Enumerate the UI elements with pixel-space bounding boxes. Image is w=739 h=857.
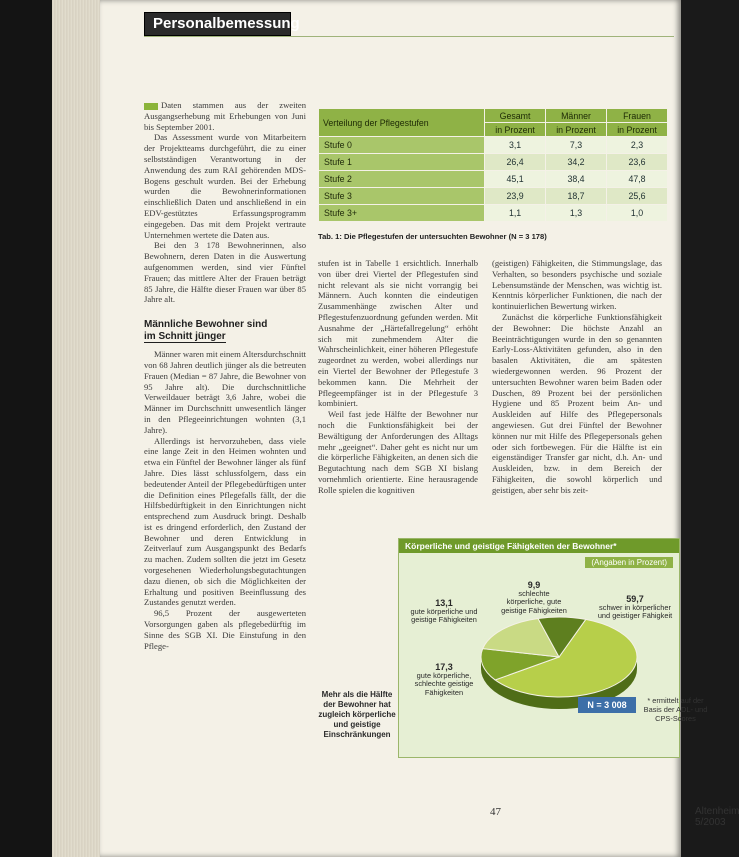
table-row-label: Stufe 2 — [319, 171, 485, 188]
slice-value: 13,1 — [435, 598, 453, 608]
slice-value: 17,3 — [435, 662, 453, 672]
table-row — [319, 171, 668, 188]
chart-title: Körperliche und geistige Fähigkeiten der Bewohner* — [399, 539, 679, 553]
slice-label-gute-beide — [407, 599, 481, 625]
col1-intro-text: Daten stammen aus der zweiten Ausgangserhebung mit Erhebungen von Juni bis September 2001. — [144, 100, 306, 132]
slice-value: 59,7 — [626, 594, 644, 604]
table-col-maenner: Männer — [546, 109, 607, 123]
slice-text: gute körperliche, schlechte geistige Fähigkeiten — [414, 670, 474, 697]
chart-footnote: * ermittelt auf der Basis der ADL- und CPS-Scores — [643, 696, 708, 723]
slice-text: schwer in körperlicher und geistiger Fähigkeit — [597, 602, 673, 621]
column-2 — [318, 258, 478, 496]
table-row-label: Stufe 0 — [319, 137, 485, 154]
col2-paragraph-1: stufen ist in Tabelle 1 ersichtlich. Innerhalb von über drei Viertel der Pflegestufen sind nicht relevant als sie nicht vorrangig bei Männern. Auch konnten die eindeutigen Zusammenhänge zwischen Alter und Pflegestufenzuordnung gefunden werden. Mit Ausnahme der „Härtefallregelung“ erhöht sich mit zunehmendem Alter die Wahrscheinlichkeit, einer höheren Pflegestufe zugeordnet zu werden, wobei allerdings nur ein Viertel der Bewohner der Pflegestufe 3 bekommen kann. Die Mehrheit der Pflegeempfänger ist in der Pflegestufe 3 kombiniert. — [318, 258, 478, 409]
table-caption: Tab. 1: Die Pflegestufen der untersuchten Bewohner (N = 3 178) — [318, 232, 547, 241]
col1-subheading-line-1: Männliche Bewohner sind — [144, 319, 268, 331]
col2-paragraph-2: Weil fast jede Hälfte der Bewohner nur noch die Funktionsfähigkeit bei der Bewältigung der Anforderungen des Alltags mehr „geeignet“. Daher geht es nicht nur um die körperliche Fähigkeiten, an denen sich die Begutachtung nach dem SGB XI bislang vornehmlich orientierte. Eine herausragende Rolle spielen die kognitiven — [318, 409, 478, 495]
magazine-page — [100, 0, 739, 857]
table-row — [319, 154, 668, 171]
slice-label-schwer — [595, 595, 675, 621]
table-cell: 1,3 — [546, 205, 607, 222]
table-row — [319, 188, 668, 205]
col1-paragraph-3: Bei den 3 178 Bewohnerinnen, also Bewohnern, deren Daten in die Auswertung aufgenommen werden, sind vier Fünftel Frauen; das mittlere Alter der Frauen beträgt 85 Jahre, die Hälfte dieser Frauen war über 85 Jahre alt. — [144, 240, 306, 305]
chart-side-note: Mehr als die Hälfte der Bewohner hat zugleich körperliche und geistige Einschränkungen — [318, 690, 396, 739]
slice-label-gute-koerperliche — [407, 663, 481, 697]
column-3 — [492, 258, 662, 496]
table-cell: 7,3 — [546, 137, 607, 154]
journal-issue: Altenheim 5/2003 — [695, 806, 739, 828]
table-row — [319, 137, 668, 154]
table-cell: 47,8 — [607, 171, 668, 188]
table-header-row — [319, 109, 668, 123]
table-cell: 18,7 — [546, 188, 607, 205]
sample-size-badge: N = 3 008 — [578, 697, 636, 713]
chart-box — [398, 538, 680, 758]
table-cell: 34,2 — [546, 154, 607, 171]
table-header-label: Verteilung der Pflegestufen — [319, 109, 485, 137]
heading-rule — [144, 36, 674, 37]
table-cell: 23,6 — [607, 154, 668, 171]
table-subcol: in Prozent — [546, 123, 607, 137]
table-row — [319, 205, 668, 222]
table-cell: 26,4 — [485, 154, 546, 171]
table-subcol: in Prozent — [485, 123, 546, 137]
table-cell: 45,1 — [485, 171, 546, 188]
table-row-label: Stufe 3 — [319, 188, 485, 205]
table-subcol: in Prozent — [607, 123, 668, 137]
section-heading: Personalbemessung — [153, 15, 300, 32]
table-cell: 38,4 — [546, 171, 607, 188]
highlight-marker — [144, 103, 158, 110]
section-heading-bar — [144, 12, 300, 36]
column-1 — [144, 100, 306, 651]
chart-subtitle: (Angaben in Prozent) — [585, 557, 673, 568]
col1-paragraph-6: 96,5 Prozent der ausgewerteten Vorsorgungen gaben als pflegebedürftig im Sinne des SGB XI. Die Einstufung in den Pflege- — [144, 608, 306, 651]
table-cell: 25,6 — [607, 188, 668, 205]
slice-text: schlechte körperliche, gute geistige Fähigkeiten — [501, 588, 567, 615]
col1-paragraph-5: Allerdings ist hervorzuheben, dass viele eine lange Zeit in den Heimen wohnten und etwa ein Fünftel der Bewohner länger als fünf Jahre. Dies lässt schlussfolgern, dass ein bedeutender Anteil der Pflegebedürftigen unter die Definition eines Pflegefalls fällt, der die Hilfsbedürftigkeit in den Einrichtungen nicht entsprechend zum Ausdruck bringt. Deshalb ist es dringend erforderlich, den Zustand der Bewohner und deren Entwicklung in Zeitverlauf zum Ausgangspunkt des Bedarfs zu machen. Zudem sollten die jetzt im Gesetz vorgesehenen Wiederholungsbegutachtungen dazu dienen, ob sich die Möglichkeiten der Erhaltung und positiven Beeinflussung des Zustandes genutzt werden. — [144, 435, 306, 608]
slice-value: 9,9 — [527, 580, 541, 590]
table-row-label: Stufe 3+ — [319, 205, 485, 222]
col1-intro-paragraph — [144, 100, 306, 132]
table-col-frauen: Frauen — [607, 109, 668, 123]
table-col-gesamt: Gesamt — [485, 109, 546, 123]
col1-subheading — [144, 319, 306, 343]
col3-paragraph-1: (geistigen) Fähigkeiten, die Stimmungslage, das Verhalten, so besonders psychische und soziale Lebensumstände der Menschen, was wichtig ist. Kenntnis körperlicher Funktionen, die nach der kontinuierlichen Bewertung wirken. — [492, 258, 662, 312]
table-cell: 1,1 — [485, 205, 546, 222]
pflegestufen-table — [318, 108, 668, 222]
table-cell: 23,9 — [485, 188, 546, 205]
slice-text: gute körperliche und geistige Fähigkeiten — [410, 606, 478, 625]
page-edges — [52, 0, 102, 857]
table-cell: 2,3 — [607, 137, 668, 154]
table-row-label: Stufe 1 — [319, 154, 485, 171]
col1-paragraph-2: Das Assessment wurde von Mitarbeitern der Projektteams durchgeführt, die zu einer selbstständigen Verantwortung in der Anwendung des zum RAI gehörenden MDS-Bogens geschult wurden. Bei der Erhebung wurden die Bewohnerinformationen einschließlich Daten und anschließend in ein EDV-gestütztes Erfassungsprogramm eingegeben. Das mit dem Projekt vertraute Unternehmen wertete die Daten aus. — [144, 132, 306, 240]
col1-paragraph-4: Männer waren mit einem Altersdurchschnitt von 68 Jahren deutlich jünger als die betreuten Frauen (Median = 87 Jahre, die Bewohner von 95 Jahre alt). Die durchschnittliche Verweildauer beträgt 3,6 Jahre, wobei die Männer im Durchschnitt unwesentlich länger in den Pflegeeinrichtungen wohnten (3,1 Jahre). — [144, 349, 306, 435]
table-cell: 1,0 — [607, 205, 668, 222]
col1-subheading-line-2: im Schnitt jünger — [144, 331, 226, 343]
col3-paragraph-2: Zunächst die körperliche Funktionsfähigkeit der Bewohner: Die höchste Anzahl an Beeinträchtigungen wurde in den so genannten Early-Loss-Aktivitäten gefunden, also in den basalen Aktivitäten, die am spätesten wiedergewonnen werden. 96 Prozent der untersuchten Bewohner waren beim Baden oder Duschen, 89 Prozent bei der persönlichen Hygiene und 85 Prozent beim An- und Auskleiden auf Hilfe des Pflegepersonals angewiesen. Gut drei Fünftel der Bewohner können nur mit Hilfe des Pflegepersonals gehen oder sich fortbewegen. Für die Hälfte ist ein eigenständiger Transfer gar nicht, d.h. An- und Auskleiden, bzw. in dem Bereich der Fähigkeiten, die sowohl körperlich und geistigen, aber sehr bis zeit- — [492, 311, 662, 495]
table-cell: 3,1 — [485, 137, 546, 154]
page-number: 47 — [490, 806, 501, 818]
slice-label-schlechte-koerperliche — [499, 581, 569, 615]
